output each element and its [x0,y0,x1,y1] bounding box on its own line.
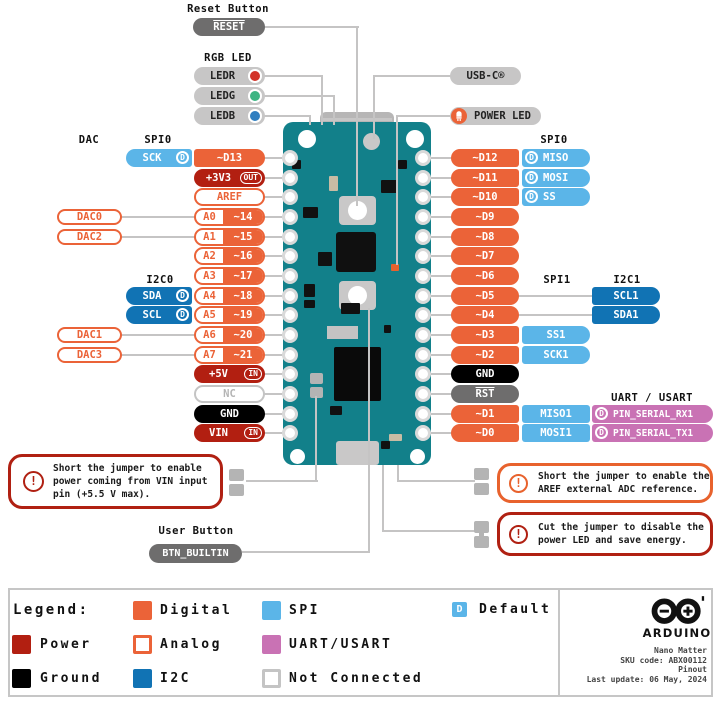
castellated-pad [415,307,431,323]
pin-label: PIN_SERIAL_TX1 [613,427,694,439]
pin-pill-spi [522,424,590,442]
castellated-pad [282,307,298,323]
connector-wire [373,75,375,139]
jumper-pad [474,468,489,480]
pin-label: ~D8 [475,231,495,243]
castellated-pad [282,366,298,382]
pin-pill-spi [522,188,590,206]
default-pin-badge: D [176,151,189,164]
document-info-line: Pinout [678,665,707,675]
connector-wire [368,308,370,553]
pin-label: ~D6 [475,270,495,282]
pin-group-header: SPI1 [543,274,571,286]
pin-label: AREF [216,191,243,203]
default-pin-badge: D [176,308,189,321]
jumper-pad [310,373,323,384]
pin-label: ~D2 [475,349,495,361]
power-led-component [391,264,399,271]
component [330,406,342,415]
pin-pill-ground [194,405,265,423]
pin-label-digital: ~15 [223,230,263,244]
connector-wire [246,480,318,482]
led-color-dot-icon [248,89,262,103]
castellated-pad [282,268,298,284]
legend-item-label: Ground [40,671,102,686]
legend-swatch-power [12,635,31,654]
callout-text [538,470,710,496]
pin-label: ~D7 [475,250,495,262]
power-direction-badge: IN [244,368,262,380]
legend-title: Legend: [13,602,90,618]
castellated-pad [282,248,298,264]
pin-label-analog: A3 [203,270,216,282]
pin-group-header: I2C1 [613,274,641,286]
castellated-pad [415,425,431,441]
pin-label-digital: ~19 [223,308,263,322]
pin-label: SCK [142,152,162,164]
power-led-icon [451,108,467,124]
pin-label-digital: ~20 [223,328,263,342]
castellated-pad [415,150,431,166]
callout-text-line: Cut the jumper to disable the [538,521,704,533]
legend-swatch-analog [133,635,152,654]
pin-label-analog: A1 [203,231,216,243]
legend-swatch-uart [262,635,281,654]
pin-pill-spi [522,405,590,423]
pin-label: NC [223,388,236,400]
pin-pill-digital [451,287,519,305]
pin-pill-digital [451,169,519,187]
legend-swatch-nc [262,669,281,688]
default-pin-badge: D [525,151,538,164]
pin-pill-ground [451,365,519,383]
connector-wire [397,115,452,117]
callout-note [8,454,223,509]
legend-item-label: Default [479,602,552,617]
usb-c-pill [450,67,521,85]
pin-label: ~D11 [472,172,498,184]
component [327,326,358,339]
jumper-pad-link [479,530,484,538]
default-pin-badge: D [176,289,189,302]
jumper-pad [229,484,244,496]
castellated-pad [282,327,298,343]
pin-pill-digital [451,228,519,246]
pin-group-header: SPI0 [540,134,568,146]
pin-pill-digital [451,267,519,285]
connector-wire [263,95,335,97]
pin-label: ~D0 [475,427,495,439]
module-chip [334,347,381,401]
pin-pill-outline [57,229,122,245]
castellated-pad [415,327,431,343]
pin-pill-analog [194,208,265,226]
default-pin-badge: D [525,190,538,203]
callout-text-line: Short the jumper to enable the [538,470,710,482]
castellated-pad [282,189,298,205]
bottom-connector-tab [336,441,379,465]
reset-button-label: Reset Button [187,3,269,15]
pin-pill-digital [451,149,519,167]
pin-pill-gray [451,385,519,403]
legend-item-label: UART/USART [289,637,393,652]
castellated-pad [415,170,431,186]
pin-label: SDA [142,290,162,302]
pin-pill-digital [451,188,519,206]
default-pin-badge: D [525,171,538,184]
pin-pill-analog [194,287,265,305]
jumper-pad [229,469,244,481]
default-pin-badge: D [595,426,608,439]
pin-pill-spi [522,149,590,167]
connector-wire [517,314,594,316]
power-led-pill-label: POWER LED [474,110,531,122]
connector-wire [120,334,196,336]
pin-pill-digital [451,208,519,226]
legend-item-label: SPI [289,603,320,618]
pin-label: SCL [142,309,162,321]
castellated-pad [415,209,431,225]
pin-pill-digital [451,405,519,423]
power-led-pill [450,107,541,125]
pin-pill-outline [194,188,265,206]
reset-pill-label: RESET [213,21,245,33]
pin-pill-spi [126,149,192,167]
pin-label: +5V [209,368,228,380]
pin-group-header: DAC [78,134,100,146]
pin-group-header: SPI0 [144,134,172,146]
connector-wire [263,26,359,28]
pin-pill-digital [194,149,265,167]
connector-wire [374,75,452,77]
led-pill-label: LEDB [209,110,236,122]
pin-pill-digital [451,424,519,442]
connector-wire [263,75,323,77]
default-pin-badge: D [595,407,608,420]
user-button-pill-label: BTN_BUILTIN [162,548,229,559]
legend-item-label: Digital [160,603,233,618]
connector-wire [382,465,384,532]
legend-swatch-i2c [133,669,152,688]
pin-pill-i2c [126,287,192,305]
mounting-hole [410,449,425,464]
led-pill [194,87,265,105]
castellated-pad [282,150,298,166]
pin-label: ~D12 [472,152,498,164]
pin-label-analog: A0 [203,211,216,223]
pin-label: ~D3 [475,329,495,341]
pin-group-header: I2C0 [146,274,174,286]
pin-label: MISO [543,152,569,164]
pin-pill-analog [194,306,265,324]
document-info-line: Nano Matter [654,646,707,655]
brand-name: ARDUINO [642,626,712,640]
pin-label-digital: ~17 [223,269,263,283]
pin-label: SCL1 [613,290,639,302]
pin-pill-digital [451,326,519,344]
pin-label: DAC3 [76,349,103,361]
castellated-pad [415,248,431,264]
castellated-pad [282,229,298,245]
component [381,441,390,449]
pin-label-digital: ~14 [223,210,263,224]
pin-label: SDA1 [613,309,639,321]
pin-label: VIN [209,427,228,439]
pin-label: ~D4 [475,309,495,321]
pin-label: DAC0 [76,211,103,223]
mounting-hole [290,449,305,464]
pin-pill-nc [194,385,265,403]
callout-text [538,521,704,547]
pin-pill-digital [451,306,519,324]
pin-pill-i2c [592,287,660,305]
connector-wire [120,236,196,238]
pin-label: ~D13 [216,152,243,164]
castellated-pad [282,170,298,186]
legend-swatch-spi [262,601,281,620]
callout-text-line: power coming from VIN input [53,475,208,487]
pin-pill-uart [592,405,713,423]
callout-text-line: Short the jumper to enable [53,462,202,474]
component [329,176,338,191]
component [304,284,315,297]
connector-wire [517,295,594,297]
pin-pill-i2c [592,306,660,324]
document-info-line: Last update: 06 May, 2024 [586,675,707,685]
pin-pill-outline [57,347,122,363]
component [318,252,332,266]
connector-wire [315,396,317,482]
pin-label: SS [543,191,556,203]
callout-note [497,512,713,556]
connector-wire [382,530,475,532]
component [398,160,407,169]
castellated-pad [415,347,431,363]
pin-label: $\overline{RST}$ [475,388,495,400]
connector-wire [309,115,311,125]
castellated-pad [415,229,431,245]
connector-wire [397,480,475,482]
pin-label: MOSI [543,172,569,184]
pin-group-header: UART / USART [611,392,693,404]
led-pill [194,107,265,125]
legend-item-label: Not Connected [289,671,424,686]
pin-pill-digital [451,346,519,364]
pin-label: DAC2 [76,231,103,243]
component [389,434,402,441]
pin-pill-analog [194,346,265,364]
castellated-pad [415,386,431,402]
pin-pill-outline [57,209,122,225]
pin-pill-analog [194,326,265,344]
callout-note [497,463,713,503]
mounting-hole [298,130,316,148]
pin-label-analog: A2 [203,250,216,262]
pin-pill-analog [194,228,265,246]
pin-pill-digital [451,247,519,265]
usb-connector-pad [363,133,380,150]
castellated-pad [282,386,298,402]
pin-label-digital: ~18 [223,289,263,303]
pin-label-analog: A5 [203,309,216,321]
castellated-pad [282,288,298,304]
legend-divider [558,589,560,696]
castellated-pad [282,425,298,441]
legend-swatch-digital [133,601,152,620]
pin-label-analog: A6 [203,329,216,341]
callout-text-line: power LED and save energy. [538,535,687,546]
callout-text-line: AREF external ADC reference. [538,484,699,495]
pin-label: PIN_SERIAL_RX1 [613,408,694,420]
pin-label-digital: ~16 [223,249,263,263]
component [384,325,391,333]
reset-pill [193,18,265,36]
power-direction-badge: IN [244,427,262,439]
rgb-led-label: RGB LED [204,52,252,64]
mcu-chip [336,232,376,272]
warning-icon: ! [23,471,44,492]
component [303,207,318,218]
pin-label: GND [220,408,239,420]
pin-pill-power [194,424,265,442]
connector-wire [321,75,323,125]
led-color-dot-icon [248,109,262,123]
pin-label: +3V3 [205,172,232,184]
warning-icon: ! [509,474,528,493]
castellated-pad [415,189,431,205]
pin-label: ~D1 [475,408,495,420]
pin-pill-power [194,365,265,383]
component [341,303,360,314]
connector-wire [263,115,311,117]
warning-icon: ! [509,525,528,544]
connector-wire [120,216,196,218]
document-info [587,646,707,685]
legend-item-label: Power [40,637,92,652]
connector-wire [396,115,398,265]
legend-swatch-ground [12,669,31,688]
callout-text [53,462,207,502]
legend-item-label: I2C [160,671,191,686]
pin-label: DAC1 [76,329,103,341]
castellated-pad [282,406,298,422]
pin-pill-analog [194,247,265,265]
pin-pill-spi [522,346,590,364]
user-button-pill [149,544,242,563]
led-pill [194,67,265,85]
pin-pill-power [194,169,265,187]
pin-label: SCK1 [543,349,569,361]
pin-label: ~D5 [475,290,495,302]
connector-wire [120,354,196,356]
pin-pill-outline [57,327,122,343]
pin-pill-spi [522,169,590,187]
pin-label: GND [475,368,495,380]
castellated-pad [415,268,431,284]
pin-label-analog: A4 [203,290,216,302]
legend-item-label: Analog [160,637,222,652]
jumper-pad [474,483,489,495]
mounting-hole [406,130,424,148]
led-pill-label: LEDG [209,90,236,102]
pin-label: SS1 [546,329,566,341]
castellated-pad [415,288,431,304]
led-pill-label: LEDR [209,70,236,82]
pin-label-digital: ~21 [223,348,263,362]
castellated-pad [415,366,431,382]
connector-wire [242,551,370,553]
castellated-pad [282,347,298,363]
connector-wire [333,95,335,125]
component [304,300,315,308]
castellated-pad [415,406,431,422]
pin-label: MISO1 [540,408,572,420]
connector-wire [356,26,358,206]
pin-label: MOSI1 [540,427,572,439]
usb-c-pill-label: USB-C® [466,70,505,82]
user-button-label: User Button [158,525,234,537]
pin-pill-uart [592,424,713,442]
pin-label: ~D9 [475,211,495,223]
pin-pill-analog [194,267,265,285]
callout-text-line: pin (+5.5 V max). [53,489,151,501]
pin-label: ~D10 [472,191,498,203]
castellated-pad [282,209,298,225]
led-color-dot-icon [248,69,262,83]
power-direction-badge: OUT [240,172,262,184]
pin-label-analog: A7 [203,349,216,361]
pin-pill-spi [522,326,590,344]
arduino-logo [646,595,708,625]
pin-pill-i2c [126,306,192,324]
legend-swatch-default: D [452,602,467,617]
document-info-line: SKU code: ABX00112 [620,655,707,665]
